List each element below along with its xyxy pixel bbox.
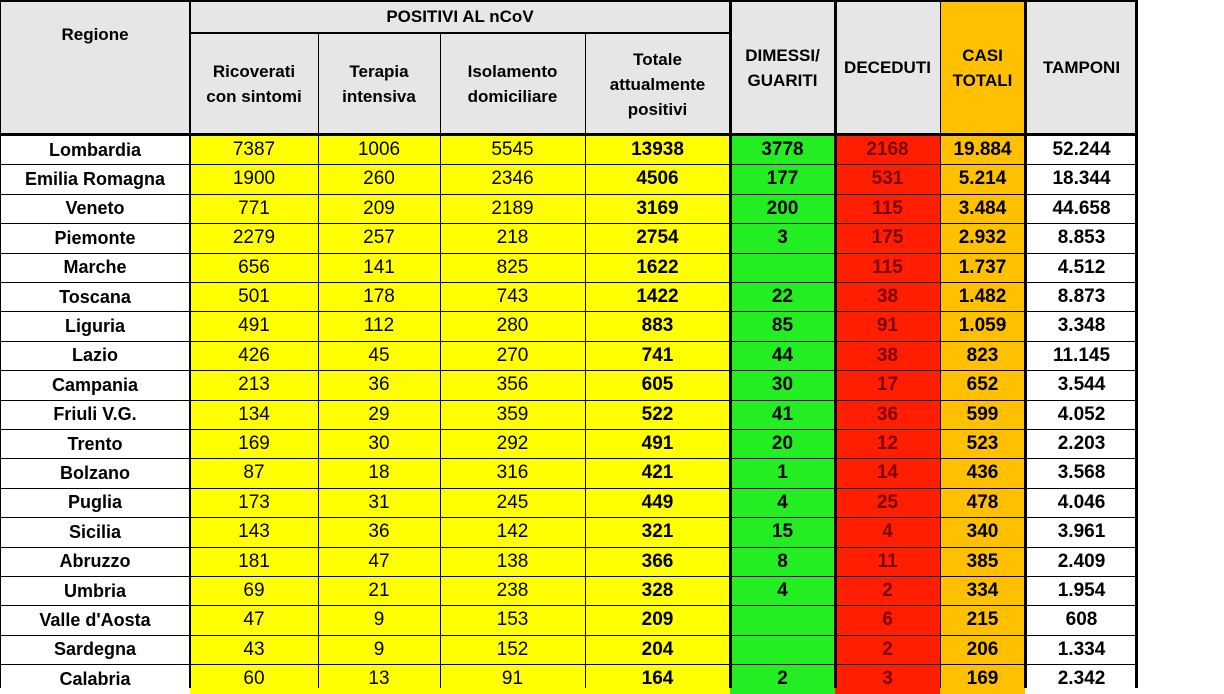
cell-casi-totali: 823 bbox=[940, 341, 1025, 371]
cell-casi-totali: 385 bbox=[940, 547, 1025, 577]
cell-isolamento: 356 bbox=[440, 370, 585, 400]
cell-isolamento: 280 bbox=[440, 311, 585, 341]
cell-region: Valle d'Aosta bbox=[0, 605, 190, 635]
cell-dimessi: 22 bbox=[730, 282, 835, 312]
cell-casi-totali: 169 bbox=[940, 664, 1025, 694]
cell-dimessi: 30 bbox=[730, 370, 835, 400]
cell-isolamento: 2189 bbox=[440, 194, 585, 224]
cell-isolamento: 292 bbox=[440, 429, 585, 459]
cell-dimessi: 85 bbox=[730, 311, 835, 341]
header-casi: CASI TOTALI bbox=[940, 0, 1025, 135]
cell-region: Piemonte bbox=[0, 223, 190, 253]
cell-isolamento: 245 bbox=[440, 488, 585, 518]
cell-deceduti: 2168 bbox=[835, 135, 940, 165]
cell-isolamento: 5545 bbox=[440, 135, 585, 165]
cell-region: Lazio bbox=[0, 341, 190, 371]
cell-deceduti: 175 bbox=[835, 223, 940, 253]
table-top-border bbox=[0, 0, 1138, 2]
column-divider bbox=[318, 33, 319, 688]
cell-tamponi: 11.145 bbox=[1025, 341, 1138, 371]
cell-terapia: 30 bbox=[318, 429, 440, 459]
cell-ricoverati: 87 bbox=[190, 458, 318, 488]
cell-terapia: 260 bbox=[318, 164, 440, 194]
cell-dimessi bbox=[730, 253, 835, 283]
cell-isolamento: 218 bbox=[440, 223, 585, 253]
cell-region: Calabria bbox=[0, 664, 190, 694]
cell-ricoverati: 2279 bbox=[190, 223, 318, 253]
cell-terapia: 9 bbox=[318, 635, 440, 665]
cell-region: Marche bbox=[0, 253, 190, 283]
cell-isolamento: 91 bbox=[440, 664, 585, 694]
cell-totale: 204 bbox=[585, 635, 730, 665]
cell-totale: 491 bbox=[585, 429, 730, 459]
row-divider bbox=[0, 341, 1138, 342]
cell-deceduti: 115 bbox=[835, 253, 940, 283]
column-divider bbox=[189, 0, 191, 688]
row-divider bbox=[0, 223, 1138, 224]
row-divider bbox=[0, 664, 1138, 665]
cell-terapia: 178 bbox=[318, 282, 440, 312]
cell-ricoverati: 213 bbox=[190, 370, 318, 400]
cell-ricoverati: 169 bbox=[190, 429, 318, 459]
row-divider bbox=[0, 429, 1138, 430]
cell-dimessi bbox=[730, 635, 835, 665]
cell-casi-totali: 1.059 bbox=[940, 311, 1025, 341]
cell-region: Emilia Romagna bbox=[0, 164, 190, 194]
cell-casi-totali: 523 bbox=[940, 429, 1025, 459]
cell-terapia: 209 bbox=[318, 194, 440, 224]
row-divider bbox=[0, 370, 1138, 371]
cell-ricoverati: 7387 bbox=[190, 135, 318, 165]
cell-tamponi: 4.512 bbox=[1025, 253, 1138, 283]
cell-totale: 522 bbox=[585, 400, 730, 430]
cell-casi-totali: 436 bbox=[940, 458, 1025, 488]
column-divider bbox=[1135, 0, 1138, 688]
header-tamponi: TAMPONI bbox=[1025, 0, 1138, 135]
cell-deceduti: 38 bbox=[835, 282, 940, 312]
cell-dimessi: 20 bbox=[730, 429, 835, 459]
cell-casi-totali: 334 bbox=[940, 576, 1025, 606]
cell-totale: 4506 bbox=[585, 164, 730, 194]
cell-ricoverati: 1900 bbox=[190, 164, 318, 194]
cell-deceduti: 17 bbox=[835, 370, 940, 400]
cell-ricoverati: 656 bbox=[190, 253, 318, 283]
cell-ricoverati: 134 bbox=[190, 400, 318, 430]
cell-tamponi: 4.052 bbox=[1025, 400, 1138, 430]
cell-isolamento: 316 bbox=[440, 458, 585, 488]
cell-deceduti: 25 bbox=[835, 488, 940, 518]
cell-totale: 164 bbox=[585, 664, 730, 694]
cell-casi-totali: 5.214 bbox=[940, 164, 1025, 194]
cell-deceduti: 11 bbox=[835, 547, 940, 577]
cell-tamponi: 608 bbox=[1025, 605, 1138, 635]
column-divider bbox=[0, 0, 1, 688]
cell-region: Veneto bbox=[0, 194, 190, 224]
cell-casi-totali: 19.884 bbox=[940, 135, 1025, 165]
cell-region: Campania bbox=[0, 370, 190, 400]
cell-tamponi: 1.334 bbox=[1025, 635, 1138, 665]
cell-casi-totali: 1.737 bbox=[940, 253, 1025, 283]
cell-tamponi: 52.244 bbox=[1025, 135, 1138, 165]
cell-deceduti: 14 bbox=[835, 458, 940, 488]
row-divider bbox=[0, 635, 1138, 636]
header-ricoverati: Ricoverati con sintomi bbox=[190, 33, 318, 135]
cell-tamponi: 44.658 bbox=[1025, 194, 1138, 224]
cell-casi-totali: 206 bbox=[940, 635, 1025, 665]
cell-ricoverati: 143 bbox=[190, 517, 318, 547]
cell-region: Sardegna bbox=[0, 635, 190, 665]
cell-ricoverati: 43 bbox=[190, 635, 318, 665]
row-divider bbox=[0, 164, 1138, 165]
cell-dimessi: 3 bbox=[730, 223, 835, 253]
cell-tamponi: 2.409 bbox=[1025, 547, 1138, 577]
cell-isolamento: 825 bbox=[440, 253, 585, 283]
cell-totale: 328 bbox=[585, 576, 730, 606]
cell-totale: 449 bbox=[585, 488, 730, 518]
column-divider bbox=[729, 0, 732, 688]
cell-terapia: 257 bbox=[318, 223, 440, 253]
cell-tamponi: 4.046 bbox=[1025, 488, 1138, 518]
cell-dimessi: 41 bbox=[730, 400, 835, 430]
cell-terapia: 29 bbox=[318, 400, 440, 430]
cell-dimessi bbox=[730, 605, 835, 635]
header-isolamento: Isolamento domiciliare bbox=[440, 33, 585, 135]
cell-casi-totali: 652 bbox=[940, 370, 1025, 400]
cell-region: Liguria bbox=[0, 311, 190, 341]
cell-deceduti: 91 bbox=[835, 311, 940, 341]
cell-tamponi: 1.954 bbox=[1025, 576, 1138, 606]
cell-isolamento: 270 bbox=[440, 341, 585, 371]
cell-ricoverati: 47 bbox=[190, 605, 318, 635]
cell-terapia: 112 bbox=[318, 311, 440, 341]
cell-dimessi: 4 bbox=[730, 576, 835, 606]
row-divider bbox=[0, 400, 1138, 401]
cell-deceduti: 6 bbox=[835, 605, 940, 635]
cell-tamponi: 8.873 bbox=[1025, 282, 1138, 312]
cell-totale: 1422 bbox=[585, 282, 730, 312]
cell-dimessi: 15 bbox=[730, 517, 835, 547]
cell-deceduti: 2 bbox=[835, 576, 940, 606]
cell-tamponi: 3.348 bbox=[1025, 311, 1138, 341]
cell-tamponi: 18.344 bbox=[1025, 164, 1138, 194]
cell-terapia: 13 bbox=[318, 664, 440, 694]
cell-isolamento: 2346 bbox=[440, 164, 585, 194]
row-divider bbox=[0, 311, 1138, 312]
column-divider bbox=[940, 0, 941, 688]
cell-terapia: 36 bbox=[318, 517, 440, 547]
cell-ricoverati: 69 bbox=[190, 576, 318, 606]
cell-casi-totali: 215 bbox=[940, 605, 1025, 635]
cell-tamponi: 8.853 bbox=[1025, 223, 1138, 253]
cell-casi-totali: 340 bbox=[940, 517, 1025, 547]
row-divider bbox=[0, 282, 1138, 283]
cell-deceduti: 4 bbox=[835, 517, 940, 547]
cell-dimessi: 4 bbox=[730, 488, 835, 518]
group-header-divider bbox=[190, 32, 730, 34]
cell-terapia: 31 bbox=[318, 488, 440, 518]
cell-ricoverati: 771 bbox=[190, 194, 318, 224]
cell-deceduti: 38 bbox=[835, 341, 940, 371]
cell-terapia: 45 bbox=[318, 341, 440, 371]
cell-region: Lombardia bbox=[0, 135, 190, 165]
column-divider bbox=[1024, 0, 1027, 688]
cell-totale: 741 bbox=[585, 341, 730, 371]
column-divider bbox=[440, 33, 441, 688]
header-totale: Totale attualmente positivi bbox=[585, 33, 730, 135]
cell-isolamento: 142 bbox=[440, 517, 585, 547]
cell-region: Puglia bbox=[0, 488, 190, 518]
cell-casi-totali: 1.482 bbox=[940, 282, 1025, 312]
cell-totale: 2754 bbox=[585, 223, 730, 253]
cell-dimessi: 3778 bbox=[730, 135, 835, 165]
row-divider bbox=[0, 605, 1138, 606]
cell-region: Friuli V.G. bbox=[0, 400, 190, 430]
cell-tamponi: 3.961 bbox=[1025, 517, 1138, 547]
row-divider bbox=[0, 517, 1138, 518]
cell-ricoverati: 491 bbox=[190, 311, 318, 341]
cell-ricoverati: 426 bbox=[190, 341, 318, 371]
row-divider bbox=[0, 458, 1138, 459]
cell-deceduti: 3 bbox=[835, 664, 940, 694]
cell-dimessi: 8 bbox=[730, 547, 835, 577]
cell-deceduti: 2 bbox=[835, 635, 940, 665]
cell-deceduti: 115 bbox=[835, 194, 940, 224]
cell-casi-totali: 599 bbox=[940, 400, 1025, 430]
cell-totale: 209 bbox=[585, 605, 730, 635]
cell-terapia: 1006 bbox=[318, 135, 440, 165]
row-divider bbox=[0, 194, 1138, 195]
cell-region: Bolzano bbox=[0, 458, 190, 488]
cell-terapia: 141 bbox=[318, 253, 440, 283]
cell-terapia: 18 bbox=[318, 458, 440, 488]
cell-region: Trento bbox=[0, 429, 190, 459]
cell-terapia: 47 bbox=[318, 547, 440, 577]
cell-casi-totali: 2.932 bbox=[940, 223, 1025, 253]
cell-isolamento: 359 bbox=[440, 400, 585, 430]
header-dimessi: DIMESSI/ GUARITI bbox=[730, 0, 835, 135]
header-region: Regione bbox=[0, 0, 190, 135]
row-divider bbox=[0, 576, 1138, 577]
cell-deceduti: 12 bbox=[835, 429, 940, 459]
cell-casi-totali: 478 bbox=[940, 488, 1025, 518]
cell-dimessi: 44 bbox=[730, 341, 835, 371]
cell-totale: 1622 bbox=[585, 253, 730, 283]
cell-ricoverati: 60 bbox=[190, 664, 318, 694]
cell-region: Abruzzo bbox=[0, 547, 190, 577]
cell-terapia: 36 bbox=[318, 370, 440, 400]
cell-terapia: 21 bbox=[318, 576, 440, 606]
cell-totale: 3169 bbox=[585, 194, 730, 224]
cell-isolamento: 153 bbox=[440, 605, 585, 635]
cell-totale: 321 bbox=[585, 517, 730, 547]
row-divider bbox=[0, 253, 1138, 254]
header-deceduti: DECEDUTI bbox=[835, 0, 940, 135]
cell-tamponi: 3.544 bbox=[1025, 370, 1138, 400]
cell-region: Umbria bbox=[0, 576, 190, 606]
cell-region: Sicilia bbox=[0, 517, 190, 547]
cell-ricoverati: 181 bbox=[190, 547, 318, 577]
cell-deceduti: 531 bbox=[835, 164, 940, 194]
cell-casi-totali: 3.484 bbox=[940, 194, 1025, 224]
cell-dimessi: 200 bbox=[730, 194, 835, 224]
cell-region: Toscana bbox=[0, 282, 190, 312]
cell-tamponi: 2.203 bbox=[1025, 429, 1138, 459]
cell-isolamento: 743 bbox=[440, 282, 585, 312]
cell-tamponi: 2.342 bbox=[1025, 664, 1138, 694]
cell-dimessi: 177 bbox=[730, 164, 835, 194]
cell-totale: 605 bbox=[585, 370, 730, 400]
cell-deceduti: 36 bbox=[835, 400, 940, 430]
header-positivi-group: POSITIVI AL nCoV bbox=[190, 0, 730, 33]
column-divider bbox=[585, 33, 586, 688]
header-bottom-border bbox=[0, 133, 1138, 136]
cell-ricoverati: 173 bbox=[190, 488, 318, 518]
header-terapia: Terapia intensiva bbox=[318, 33, 440, 135]
cell-isolamento: 138 bbox=[440, 547, 585, 577]
cell-terapia: 9 bbox=[318, 605, 440, 635]
column-divider bbox=[834, 0, 837, 688]
cell-totale: 421 bbox=[585, 458, 730, 488]
cell-isolamento: 238 bbox=[440, 576, 585, 606]
cell-isolamento: 152 bbox=[440, 635, 585, 665]
cell-ricoverati: 501 bbox=[190, 282, 318, 312]
cell-tamponi: 3.568 bbox=[1025, 458, 1138, 488]
row-divider bbox=[0, 488, 1138, 489]
cell-totale: 366 bbox=[585, 547, 730, 577]
cell-dimessi: 2 bbox=[730, 664, 835, 694]
cell-totale: 13938 bbox=[585, 135, 730, 165]
cell-totale: 883 bbox=[585, 311, 730, 341]
row-divider bbox=[0, 547, 1138, 548]
cell-dimessi: 1 bbox=[730, 458, 835, 488]
